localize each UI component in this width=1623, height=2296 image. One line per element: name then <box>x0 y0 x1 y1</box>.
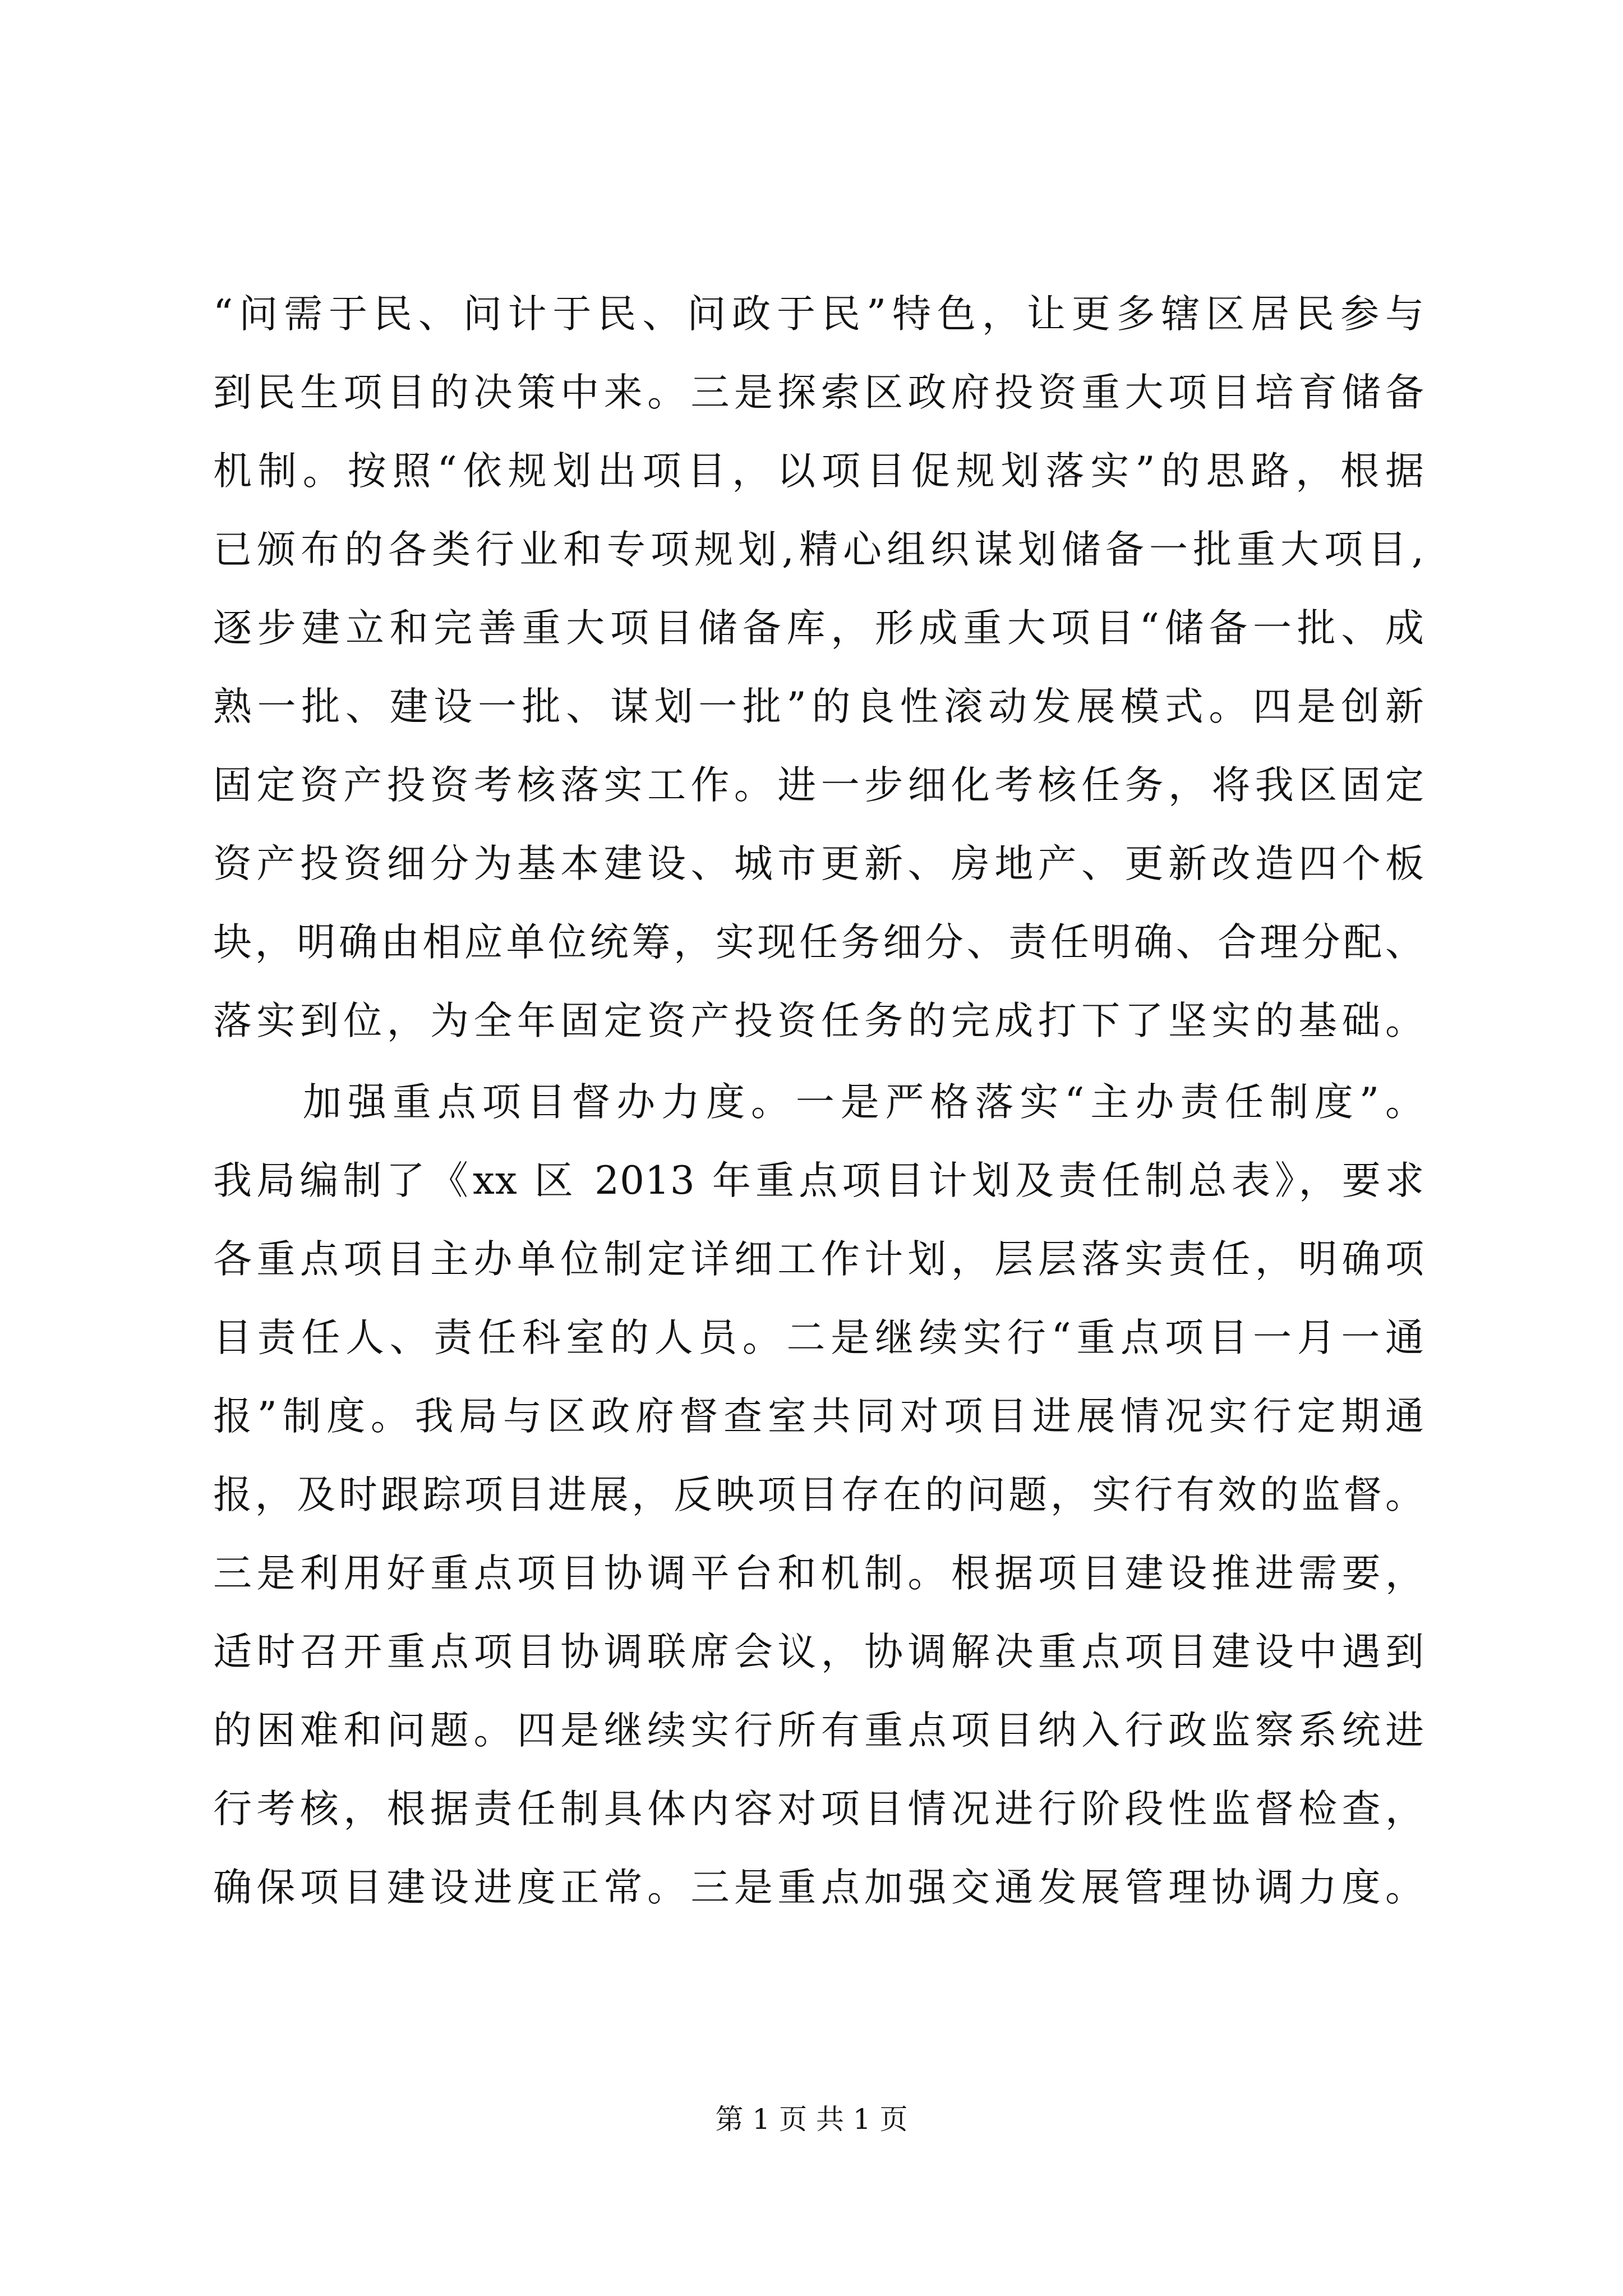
text-line: 资产投资细分为基本建设、城市更新、房地产、更新改造四个板 <box>213 841 1424 886</box>
text-line: 熟一批、建设一批、谋划一批”的良性滚动发展模式。四是创新 <box>213 684 1424 729</box>
text-line: 固定资产投资考核落实工作。进一步细化考核任务，将我区固定 <box>213 763 1424 808</box>
text-line: 块，明确由相应单位统筹，实现任务细分、责任明确、合理分配、 <box>213 920 1424 965</box>
page-number-footer: 第 1 页 共 1 页 <box>715 2103 908 2136</box>
text-line: 目责任人、责任科室的人员。二是继续实行“重点项目一月一通 <box>213 1315 1424 1360</box>
text-line: 确保项目建设进度正常。三是重点加强交通发展管理协调力度。 <box>213 1865 1424 1910</box>
text-line: 机制。按照“依规划出项目，以项目促规划落实”的思路，根据 <box>213 449 1424 494</box>
text-line: 三是利用好重点项目协调平台和机制。根据项目建设推进需要， <box>213 1551 1424 1596</box>
text-line: 落实到位，为全年固定资产投资任务的完成打下了坚实的基础。 <box>213 999 1424 1043</box>
text-line: 各重点项目主办单位制定详细工作计划，层层落实责任，明确项 <box>213 1237 1424 1282</box>
text-line: 逐步建立和完善重大项目储备库，形成重大项目“储备一批、成 <box>213 606 1424 651</box>
text-line: 报，及时跟踪项目进展，反映项目存在的问题，实行有效的监督。 <box>213 1473 1424 1517</box>
text-line: 的困难和问题。四是继续实行所有重点项目纳入行政监察系统进 <box>213 1708 1424 1753</box>
text-line: 报”制度。我局与区政府督查室共同对项目进展情况实行定期通 <box>213 1394 1424 1439</box>
text-line: “问需于民、问计于民、问政于民”特色，让更多辖区居民参与 <box>213 292 1424 337</box>
text-line: 已颁布的各类行业和专项规划,精心组织谋划储备一批重大项目, <box>213 527 1424 572</box>
text-line: 行考核，根据责任制具体内容对项目情况进行阶段性监督检查， <box>213 1787 1424 1832</box>
text-line: 我局编制了《xx 区 2013 年重点项目计划及责任制总表》，要求 <box>213 1158 1424 1203</box>
paragraph-first-line: 加强重点项目督办力度。一是严格落实“主办责任制度”。 <box>303 1080 1424 1125</box>
text-line: 适时召开重点项目协调联席会议，协调解决重点项目建设中遇到 <box>213 1630 1424 1674</box>
text-line: 到民生项目的决策中来。三是探索区政府投资重大项目培育储备 <box>213 370 1424 415</box>
